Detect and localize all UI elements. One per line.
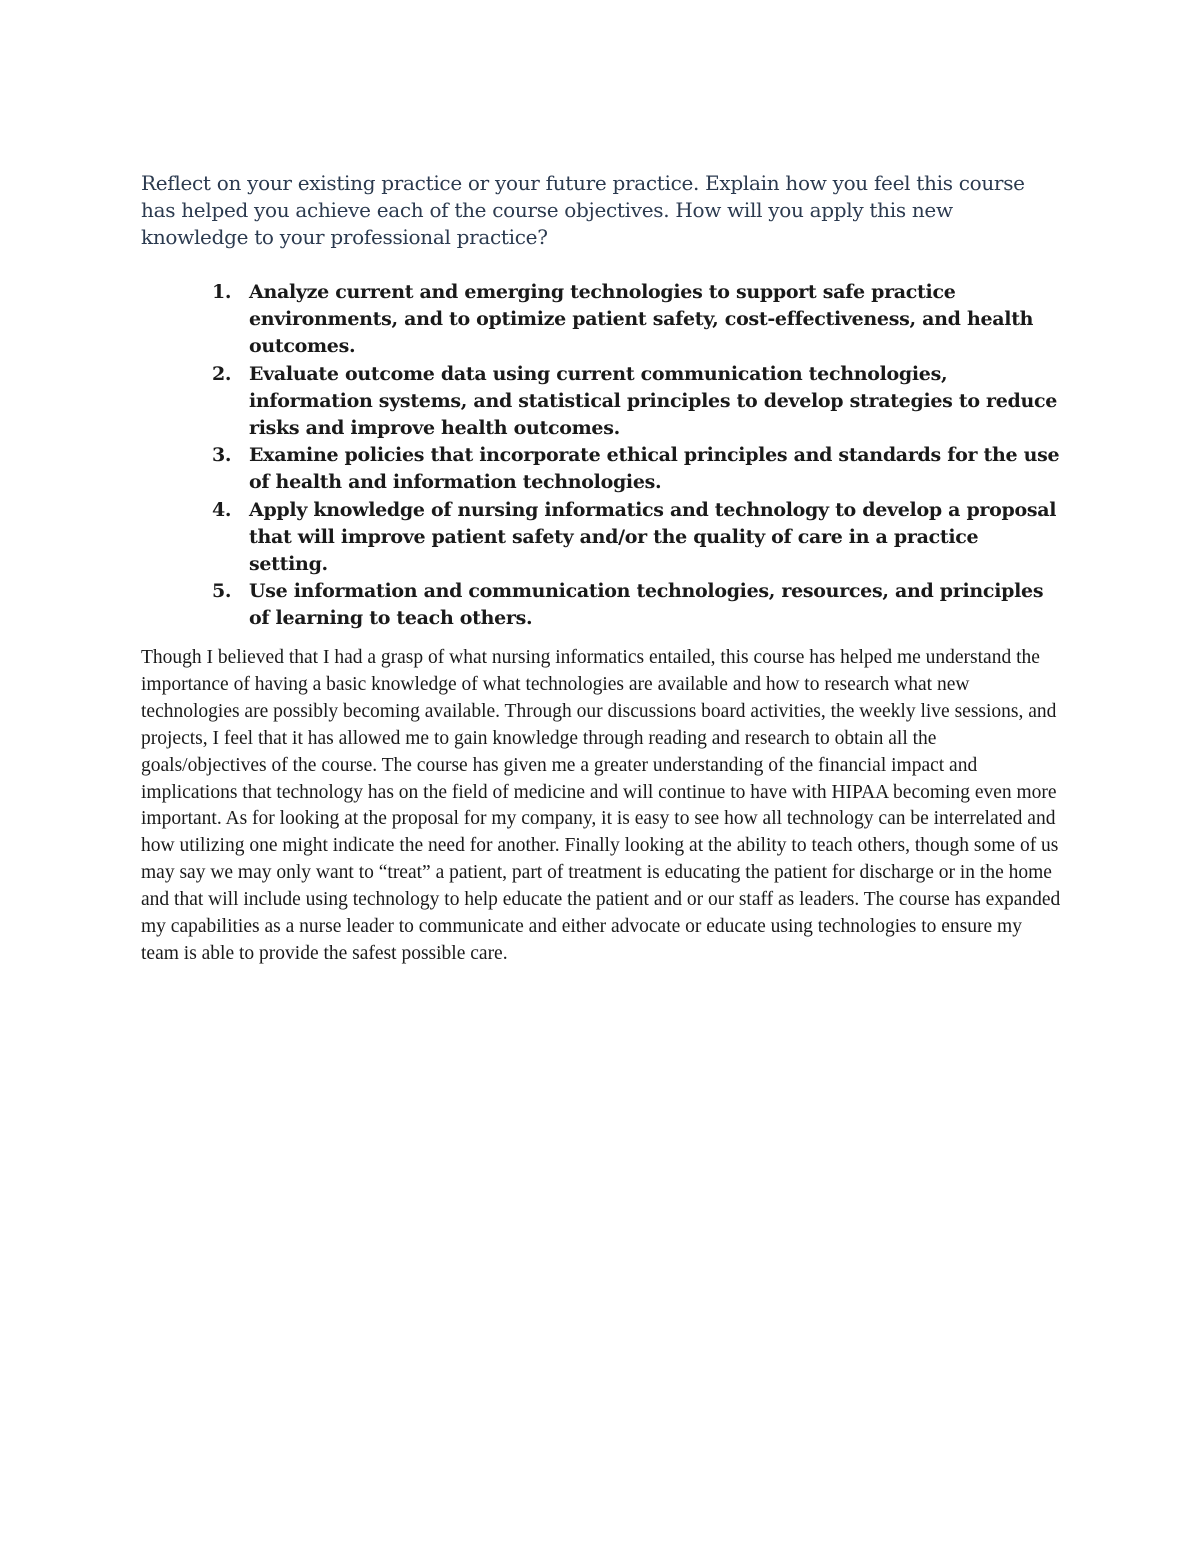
objective-text: Use information and communication technologies, resources, and principles of learning to teach others. [249,580,1044,630]
objective-item-1 [141,279,1061,361]
objective-text: Examine policies that incorporate ethical principles and standards for the use of health and information technologies. [249,444,1060,494]
objective-item-3 [141,442,1061,496]
objective-item-4 [141,497,1061,579]
reflection-answer-paragraph: Though I believed that I had a grasp of what nursing informatics entailed, this course has helped me understand the importance of having a basic knowledge of what technologies are available and how to research what new technologies are possibly becoming available. Through our discussions board activities, the weekly live sessions, and projects, I feel that it has allowed me to gain knowledge through reading and research to obtain all the goals/objectives of the course. The course has given me a greater understanding of the financial impact and implications that technology has on the field of medicine and will continue to have with HIPAA becoming even more important. As for looking at the proposal for my company, it is easy to see how all technology can be interrelated and how utilizing one might indicate the need for another. Finally looking at the ability to teach others, though some of us may say we may only want to “treat” a patient, part of treatment is educating the patient for discharge or in the home and that will include using technology to help educate the patient and or our staff as leaders. The course has expanded my capabilities as a nurse leader to communicate and either advocate or educate using technologies to ensure my team is able to provide the safest possible care. [141,647,1061,964]
objective-number: 3. [212,444,232,467]
objective-text: Analyze current and emerging technologies to support safe practice environments, and to optimize patient safety, cost-effectiveness, and health outcomes. [249,281,1034,358]
objective-number: 1. [212,281,232,303]
assignment-prompt: Reflect on your existing practice or your future practice. Explain how you feel this course has helped you achieve each of the course objectives. How will you apply this new knowledge to your professional practice? [141,171,1025,249]
objective-number: 2. [212,362,232,385]
objective-number: 4. [212,498,232,521]
objective-text: Evaluate outcome data using current communication technologies, information systems, and statistical principles to develop strategies to reduce risks and improve health outcomes. [249,362,1058,440]
objective-item-2 [141,361,1061,443]
course-objectives-list [141,279,1061,633]
objective-number: 5. [212,580,232,603]
objective-text: Apply knowledge of nursing informatics and technology to develop a proposal that will improve patient safety and/or the quality of care in a practice setting. [249,498,1057,576]
objective-item-5 [141,578,1061,632]
